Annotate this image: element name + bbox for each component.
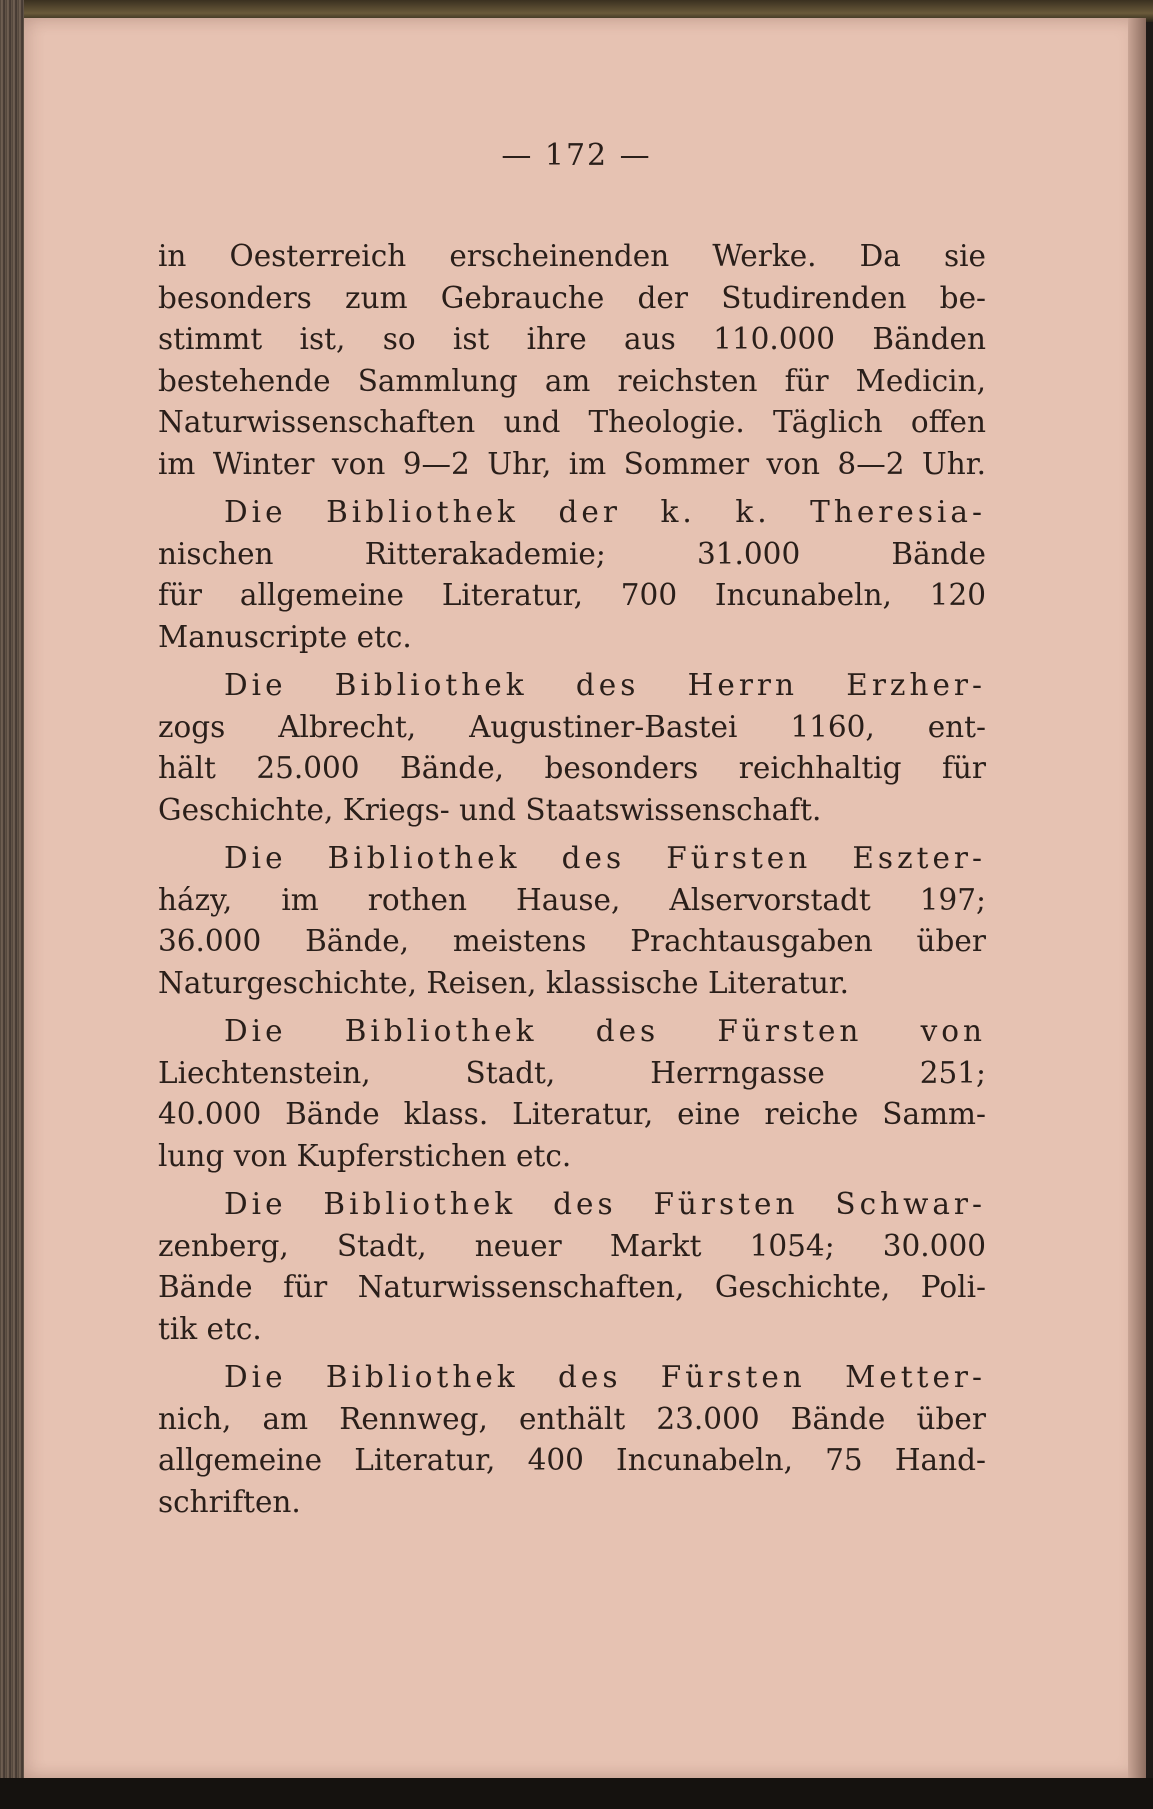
paragraph: [158, 665, 986, 831]
text-line: Die Bibliothek des Fürsten Schwar-: [224, 1187, 986, 1221]
text-line: Liechtenstein, Stadt, Herrngasse 251;: [158, 1055, 986, 1090]
text-line: Die Bibliothek des Fürsten Metter-: [224, 1360, 986, 1394]
text-line: Die Bibliothek des Fürsten von: [224, 1014, 986, 1048]
text-line: stimmt ist, so ist ihre aus 110.000 Bänden: [158, 322, 986, 356]
text-line: für allgemeine Literatur, 700 Incunabeln, 120: [158, 578, 986, 612]
background-bottom: [0, 1778, 1153, 1809]
paragraph: [158, 1011, 986, 1177]
text-line: in Oesterreich erscheinenden Werke. Da sie: [158, 239, 986, 273]
text-line: tik etc.: [158, 1311, 262, 1346]
text-line: im Winter von 9—2 Uhr, im Sommer von 8—2 Uhr.: [158, 446, 986, 481]
text-line: Die Bibliothek der k. k. Theresia-: [224, 495, 986, 529]
paragraph: [158, 1184, 986, 1350]
page-number: — 172 —: [501, 138, 652, 173]
text-line: hält 25.000 Bände, besonders reichhaltig für: [158, 751, 986, 785]
text-line: zogs Albrecht, Augustiner-Bastei 1160, ent-: [158, 709, 986, 744]
text-line: Geschichte, Kriegs- und Staatswissenschaft.: [158, 792, 822, 827]
text-line: Naturwissenschaften und Theologie. Täglich offen: [158, 405, 986, 439]
text-line: bestehende Sammlung am reichsten für Medicin,: [158, 363, 986, 398]
text-line: Manuscripte etc.: [158, 619, 412, 654]
text-line: lung von Kupferstichen etc.: [158, 1138, 572, 1173]
page-text: [158, 236, 986, 1523]
text-line: schriften.: [158, 1484, 301, 1519]
text-line: allgemeine Literatur, 400 Incunabeln, 75 Hand-: [158, 1443, 986, 1477]
page-right-shadow: [1128, 18, 1146, 1778]
text-line: 40.000 Bände klass. Literatur, eine reiche Samm-: [158, 1097, 986, 1131]
text-line: Bände für Naturwissenschaften, Geschichte, Poli-: [158, 1270, 986, 1304]
text-line: Die Bibliothek des Fürsten Eszter-: [224, 841, 986, 875]
paragraph: [158, 236, 986, 485]
text-line: nischen Ritterakademie; 31.000 Bände: [158, 536, 986, 571]
text-line: házy, im rothen Hause, Alservorstadt 197;: [158, 882, 986, 917]
text-line: 36.000 Bände, meistens Prachtausgaben über: [158, 924, 986, 958]
text-line: nich, am Rennweg, enthält 23.000 Bände über: [158, 1401, 986, 1436]
paragraph: [158, 838, 986, 1004]
text-line: Naturgeschichte, Reisen, klassische Literatur.: [158, 965, 850, 1000]
paragraph: [158, 1357, 986, 1523]
book-spine-edge: [0, 0, 24, 1809]
paragraph: [158, 492, 986, 658]
text-line: besonders zum Gebrauche der Studirenden be-: [158, 280, 986, 315]
text-line: Die Bibliothek des Herrn Erzher-: [224, 668, 986, 702]
text-line: zenberg, Stadt, neuer Markt 1054; 30.000: [158, 1228, 986, 1263]
